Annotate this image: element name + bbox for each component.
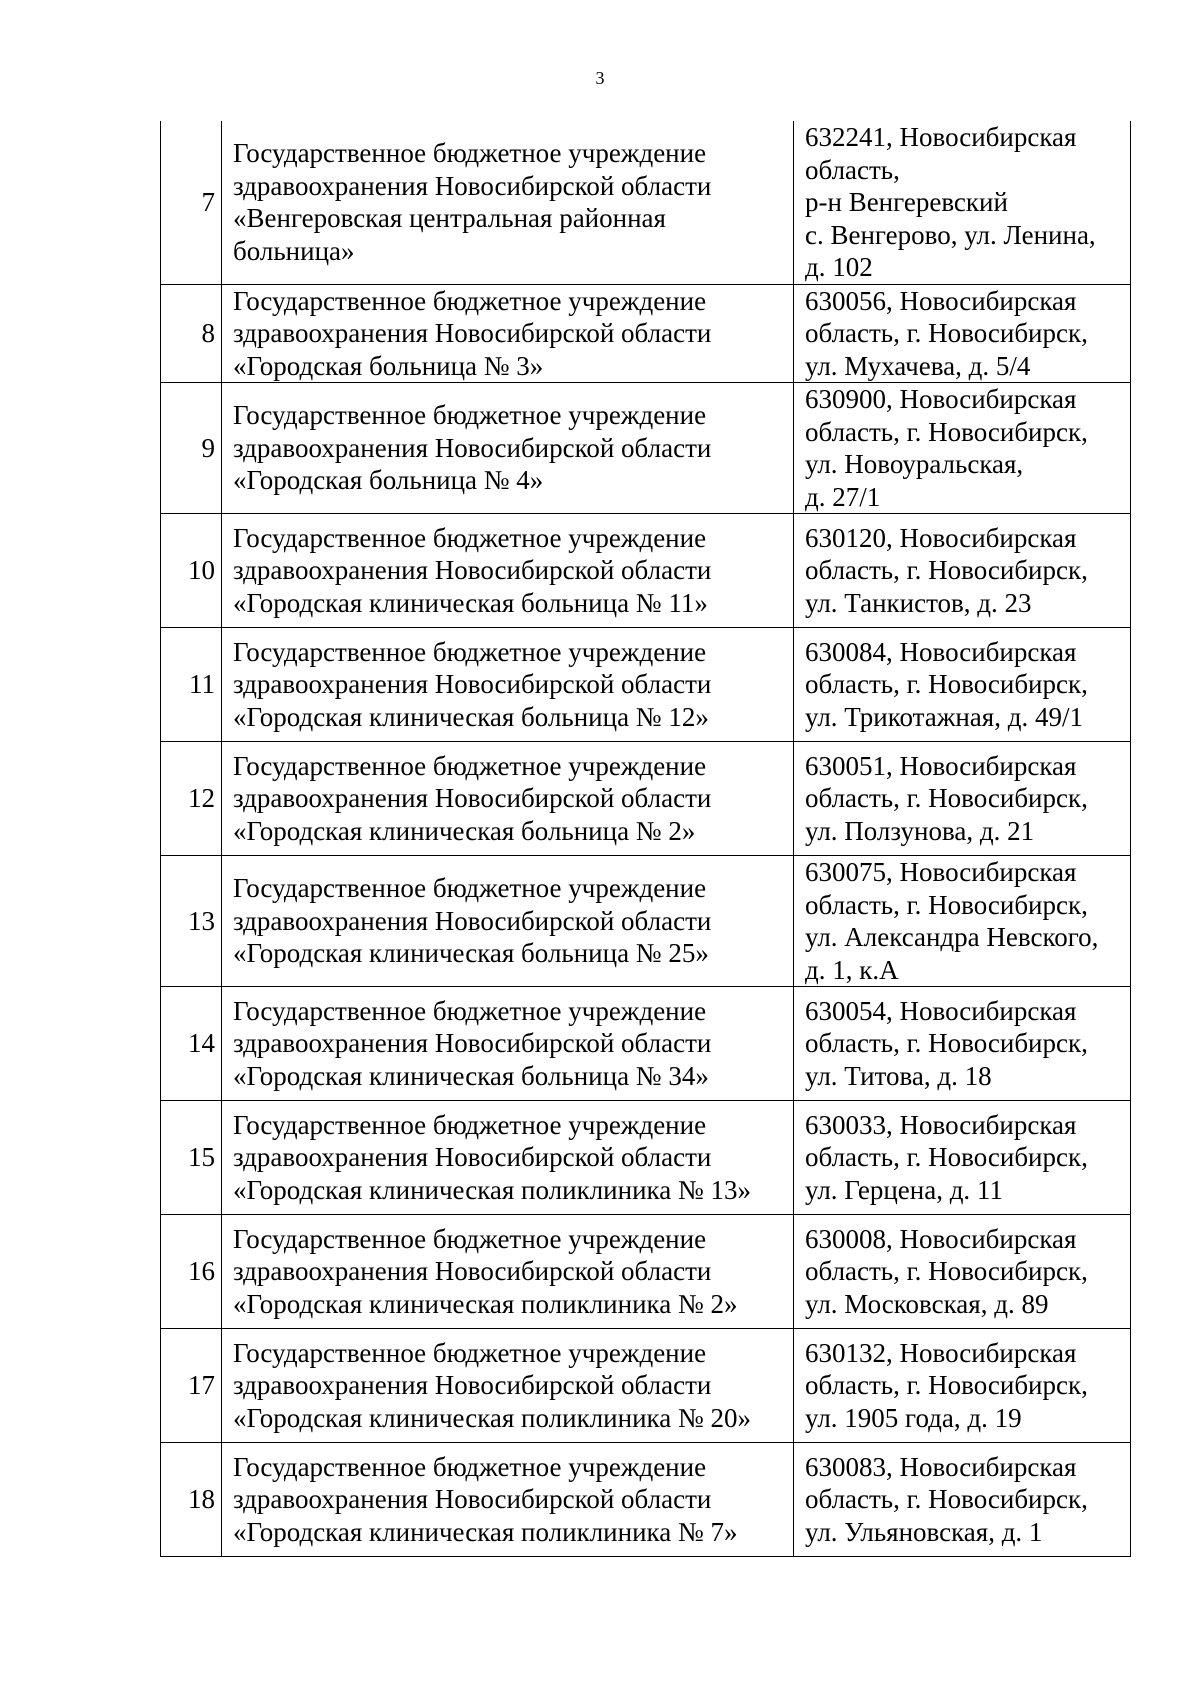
address-line: с. Венгерово, ул. Ленина, xyxy=(805,219,1096,250)
row-number: 7 xyxy=(161,121,222,284)
institution-name xyxy=(222,987,794,1101)
address-line: 630900, Новосибирская xyxy=(805,384,1077,414)
address-line: ул. Ульяновская, д. 1 xyxy=(805,1516,1043,1547)
address-line: 630132, Новосибирская xyxy=(805,1337,1077,1368)
institution-name-line: Государственное бюджетное учреждение xyxy=(233,750,707,781)
institution-name-line: здравоохранения Новосибирской области xyxy=(233,1256,712,1287)
institution-name xyxy=(222,1101,794,1215)
institution-name-line: здравоохранения Новосибирской области xyxy=(233,905,712,936)
address-line: область, г. Новосибирск, xyxy=(805,555,1088,586)
table-row xyxy=(161,514,1131,628)
institution-name-line: Государственное бюджетное учреждение xyxy=(233,1223,707,1254)
institution-address xyxy=(794,856,1131,987)
institution-name xyxy=(222,514,794,628)
address-line: 630084, Новосибирская xyxy=(805,636,1077,667)
institution-name xyxy=(222,856,794,987)
institution-name-line: здравоохранения Новосибирской области xyxy=(233,318,712,348)
institution-address xyxy=(794,514,1131,628)
address-line: ул. Александра Невского, xyxy=(805,922,1099,952)
institution-address xyxy=(794,628,1131,742)
institution-address xyxy=(794,1101,1131,1215)
table-row xyxy=(161,1443,1131,1557)
institution-name xyxy=(222,284,794,383)
institution-name-line: Государственное бюджетное учреждение xyxy=(233,873,707,904)
address-line: ул. Трикотажная, д. 49/1 xyxy=(805,701,1083,732)
row-number: 8 xyxy=(161,284,222,383)
address-line: 630120, Новосибирская xyxy=(805,522,1077,553)
row-number: 18 xyxy=(161,1443,222,1557)
row-number: 13 xyxy=(161,856,222,987)
institution-name-line: «Городская клиническая поликлиника № 7» xyxy=(233,1516,738,1547)
institution-name xyxy=(222,628,794,742)
institution-address xyxy=(794,1443,1131,1557)
institution-address xyxy=(794,383,1131,514)
institution-address xyxy=(794,1329,1131,1443)
institution-name-line: «Венгеровская центральная районная xyxy=(233,203,666,234)
institution-name-line: здравоохранения Новосибирской области xyxy=(233,432,712,463)
address-line: область, г. Новосибирск, xyxy=(805,889,1088,920)
row-number: 15 xyxy=(161,1101,222,1215)
institution-name xyxy=(222,383,794,514)
table-row xyxy=(161,628,1131,742)
institution-address xyxy=(794,1215,1131,1329)
address-line: область, г. Новосибирск, xyxy=(805,1370,1088,1401)
table-body xyxy=(161,121,1131,1557)
address-line: ул. 1905 года, д. 19 xyxy=(805,1402,1022,1433)
institution-name-line: «Городская клиническая больница № 12» xyxy=(233,701,709,732)
institution-name-line: «Городская больница № 3» xyxy=(233,350,544,381)
institution-name-line: «Городская клиническая больница № 34» xyxy=(233,1060,709,1091)
row-number: 9 xyxy=(161,383,222,514)
institution-name xyxy=(222,742,794,856)
institution-name-line: «Городская клиническая больница № 11» xyxy=(233,587,708,618)
institution-name xyxy=(222,1443,794,1557)
institution-name-line: Государственное бюджетное учреждение xyxy=(233,1337,707,1368)
institution-name xyxy=(222,1329,794,1443)
institution-name-line: здравоохранения Новосибирской области xyxy=(233,1028,712,1059)
institution-name-line: «Городская больница № 4» xyxy=(233,465,544,496)
row-number: 10 xyxy=(161,514,222,628)
address-line: ул. Ползунова, д. 21 xyxy=(805,815,1035,846)
address-line: ул. Новоуральская, xyxy=(805,449,1024,479)
address-line: 632241, Новосибирская xyxy=(805,122,1077,152)
institution-name-line: здравоохранения Новосибирской области xyxy=(233,1370,712,1401)
address-line: д. 102 xyxy=(805,252,873,282)
row-number: 16 xyxy=(161,1215,222,1329)
address-line: область, xyxy=(805,154,900,185)
address-line: р-н Венгеревский xyxy=(805,187,1008,217)
address-line: д. 1, к.А xyxy=(805,954,899,985)
address-line: ул. Танкистов, д. 23 xyxy=(805,587,1032,618)
institution-name-line: здравоохранения Новосибирской области xyxy=(233,783,712,814)
institution-name-line: «Городская клиническая поликлиника № 13» xyxy=(233,1174,751,1205)
address-line: 630054, Новосибирская xyxy=(805,995,1077,1026)
table-row xyxy=(161,1329,1131,1443)
institution-name-line: «Городская клиническая больница № 25» xyxy=(233,938,709,969)
row-number: 17 xyxy=(161,1329,222,1443)
institution-name-line: здравоохранения Новосибирской области xyxy=(233,170,712,201)
institution-address xyxy=(794,121,1131,284)
address-line: область, г. Новосибирск, xyxy=(805,1142,1088,1173)
table-row xyxy=(161,284,1131,383)
row-number: 11 xyxy=(161,628,222,742)
address-line: область, г. Новосибирск, xyxy=(805,416,1088,447)
institution-name-line: «Городская клиническая больница № 2» xyxy=(233,815,696,846)
address-line: 630075, Новосибирская xyxy=(805,857,1077,887)
institution-address xyxy=(794,742,1131,856)
table-row xyxy=(161,856,1131,987)
institution-name-line: здравоохранения Новосибирской области xyxy=(233,1142,712,1173)
address-line: ул. Герцена, д. 11 xyxy=(805,1174,1003,1205)
institutions-table xyxy=(160,121,1131,1557)
address-line: область, г. Новосибирск, xyxy=(805,1484,1088,1515)
institution-name-line: Государственное бюджетное учреждение xyxy=(233,285,707,316)
institution-name xyxy=(222,121,794,284)
institution-name-line: Государственное бюджетное учреждение xyxy=(233,400,707,431)
institution-name-line: Государственное бюджетное учреждение xyxy=(233,138,707,169)
table-row xyxy=(161,987,1131,1101)
address-line: область, г. Новосибирск, xyxy=(805,1028,1088,1059)
address-line: ул. Московская, д. 89 xyxy=(805,1288,1049,1319)
table-row xyxy=(161,742,1131,856)
institution-name-line: Государственное бюджетное учреждение xyxy=(233,995,707,1026)
institution-name-line: здравоохранения Новосибирской области xyxy=(233,669,712,700)
table-row xyxy=(161,121,1131,284)
address-line: область, г. Новосибирск, xyxy=(805,669,1088,700)
address-line: 630056, Новосибирская xyxy=(805,285,1077,316)
page-number: 3 xyxy=(595,68,605,88)
address-line: область, г. Новосибирск, xyxy=(805,783,1088,814)
institution-name-line: «Городская клиническая поликлиника № 20» xyxy=(233,1402,751,1433)
institution-address xyxy=(794,284,1131,383)
table-row xyxy=(161,1215,1131,1329)
row-number: 14 xyxy=(161,987,222,1101)
address-line: область, г. Новосибирск, xyxy=(805,318,1088,348)
address-line: 630008, Новосибирская xyxy=(805,1223,1077,1254)
address-line: область, г. Новосибирск, xyxy=(805,1256,1088,1287)
address-line: 630083, Новосибирская xyxy=(805,1451,1077,1482)
address-line: ул. Мухачева, д. 5/4 xyxy=(805,350,1031,381)
institution-address xyxy=(794,987,1131,1101)
institution-name-line: Государственное бюджетное учреждение xyxy=(233,522,707,553)
institution-name-line: Государственное бюджетное учреждение xyxy=(233,1451,707,1482)
address-line: д. 27/1 xyxy=(805,481,881,512)
institution-name-line: здравоохранения Новосибирской области xyxy=(233,1484,712,1515)
address-line: 630051, Новосибирская xyxy=(805,750,1077,781)
institution-name-line: Государственное бюджетное учреждение xyxy=(233,1109,707,1140)
address-line: 630033, Новосибирская xyxy=(805,1109,1077,1140)
row-number: 12 xyxy=(161,742,222,856)
address-line: ул. Титова, д. 18 xyxy=(805,1060,992,1091)
institution-name xyxy=(222,1215,794,1329)
table-row xyxy=(161,1101,1131,1215)
table-row xyxy=(161,383,1131,514)
institution-name-line: Государственное бюджетное учреждение xyxy=(233,636,707,667)
institution-name-line: больница» xyxy=(233,235,355,266)
institution-name-line: здравоохранения Новосибирской области xyxy=(233,555,712,586)
institution-name-line: «Городская клиническая поликлиника № 2» xyxy=(233,1288,738,1319)
